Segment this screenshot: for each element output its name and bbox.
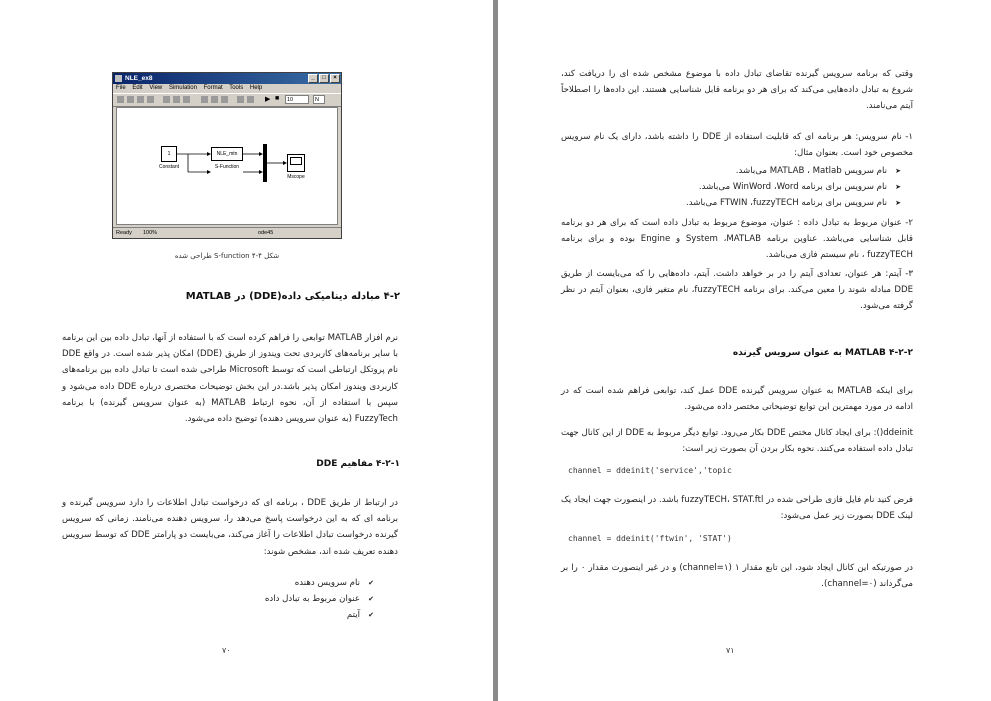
undo-icon[interactable] xyxy=(237,96,244,103)
status-zoom: 100% xyxy=(143,230,158,236)
print-icon[interactable] xyxy=(147,96,154,103)
constant-value: 1 xyxy=(167,151,171,157)
page-number-left: ۷۰ xyxy=(222,646,231,655)
status-ready: Ready xyxy=(116,230,132,236)
list-item: ✔ نام سرویس دهنده xyxy=(170,575,374,591)
paragraph-intro: وقتی که برنامه سرویس گیرنده تقاضای تبادل داده با موضوع مشخص شده ای را دریافت کند، شروع به تبادل داده‌هایی می‌کند که برای هر دو برنامه قابل شناسایی هستند. این داده‌ها را اصطلاحاً آیتم می‌نامند. xyxy=(561,69,913,112)
scope-block[interactable] xyxy=(287,154,305,172)
menu-simulation[interactable]: Simulation xyxy=(168,85,197,91)
sim-time-input[interactable]: 10 xyxy=(285,95,309,104)
mux-block[interactable] xyxy=(263,144,267,182)
item-topic: ۲- عنوان مربوط به تبادل داده : عنوان، موضوع مربوط به تبادل داده است که برای هر دو برنامه قابل شناسایی می‌باشد. عناوین برنامه System ،MATLAB و Engine بوده و برای برنامه fuzzyTECH ، نام سیستم فازی می‌باشد. xyxy=(561,218,913,261)
new-icon[interactable] xyxy=(117,96,124,103)
right-page xyxy=(498,0,991,701)
play-icon[interactable]: ▶ xyxy=(265,96,271,103)
copy-icon[interactable] xyxy=(173,96,180,103)
paste-icon[interactable] xyxy=(183,96,190,103)
save-icon[interactable] xyxy=(137,96,144,103)
figure-caption: شکل ۴-۴ S-function طراحی شده xyxy=(174,252,280,260)
sfunction-name: NLE_mtn xyxy=(216,151,238,157)
section-heading-dde: ۴-۲ مبادله دینامیکی داده(DDE) در MATLAB xyxy=(185,291,400,302)
minimize-icon[interactable]: _ xyxy=(308,74,318,83)
menu-file[interactable]: File xyxy=(116,85,126,91)
item-service-name: ۱- نام سرویس: هر برنامه ای که قابلیت استفاده از DDE را داشته باشد، دارای یک نام سرویس مخصوص خود است. بعنوان مثال: xyxy=(561,132,913,159)
item-item: ۳- آیتم: هر عنوان، تعدادی آیتم را در بر خواهد داشت. آیتم، داده‌هایی را که می‌بایست از طریق DDE مبادله شوند را معین می‌کند. برای برنامه fuzzyTECH، نام متغیر فازی، بعنوان آیتم در نظر گرفته می‌شود. xyxy=(561,269,913,312)
menu-help[interactable]: Help xyxy=(249,85,263,91)
page-number-right: ۷۱ xyxy=(726,646,735,655)
list-item: ➤ نام سرویس برای برنامه WinWord ،Word می‌باشد. xyxy=(608,179,901,195)
list-item: ✔ آیتم xyxy=(170,607,374,623)
paragraph-stat-example: فرض کنید نام فایل فازی طراحی شده در fuzzyTECH، STAT.ftl باشد. در اینصورت جهت ایجاد یک لینک DDE بصورت زیر عمل می‌شود: xyxy=(561,495,913,522)
section-heading-matlab-client: ۴-۲-۲ MATLAB به عنوان سرویس گیرنده xyxy=(732,348,913,358)
parameter-list xyxy=(170,575,374,624)
forward-icon[interactable] xyxy=(211,96,218,103)
list-item: ➤ نام سرویس برای برنامه FTWIN ،fuzzyTECH می‌باشد. xyxy=(608,195,901,211)
list-item: ✔ عنوان مربوط به تبادل داده xyxy=(170,591,374,607)
list-item: ➤ نام سرویس MATLAB ، Matlab می‌باشد. xyxy=(608,163,901,179)
paragraph-matlab-client: برای اینکه MATLAB به عنوان سرویس گیرنده DDE عمل کند، توابعی فراهم شده است که در ادامه در مورد مهمترین این توابع توضیحاتی مختصر داده می‌شود. xyxy=(561,386,913,413)
service-name-list xyxy=(608,163,901,212)
simulink-window[interactable] xyxy=(112,72,342,239)
paragraph-ddeinit: ddeinit(): برای ایجاد کانال مختص DDE بکار می‌رود. توابع دیگر مربوط به DDE از این کانال جهت تبادل داده استفاده می‌کنند. نحوه بکار بردن آن بصورت زیر است: xyxy=(561,428,914,455)
menu-format[interactable]: Format xyxy=(203,85,223,91)
scope-screen-icon xyxy=(290,157,302,165)
paragraph-return-value: در صورتیکه این کانال ایجاد شود، این تابع مقدار ۱ (channel=۱) و در غیر اینصورت مقدار ۰ را بر می‌گرداند (channel=۰). xyxy=(561,563,913,590)
model-canvas[interactable] xyxy=(116,107,338,225)
section-heading-dde-concepts: ۴-۲-۱ مفاهیم DDE xyxy=(316,459,400,469)
menu-tools[interactable]: Tools xyxy=(229,85,244,91)
code-ddeinit-example: channel = ddeinit('ftwin', 'STAT') xyxy=(568,534,732,543)
window-app-icon xyxy=(115,75,122,82)
paragraph-dde-concepts: در ارتباط از طریق DDE ، برنامه ای که درخواست تبادل اطلاعات را دارد سرویس گیرنده و برنامه ای که به این درخواست پاسخ می‌دهد را، سرویس دهنده می‌نامند. زمانی که سرویس گیرنده درخواست تبادل اطلاعات را آغاز می‌کند، می‌بایست دو پارامتر DDE که توسط سرویس دهنده تعریف شده اند، مشخص شوند: xyxy=(62,498,399,557)
sim-mode-select[interactable]: N xyxy=(313,95,325,104)
back-icon[interactable] xyxy=(201,96,208,103)
constant-label: Constant xyxy=(158,164,179,170)
scope-label: Mscope xyxy=(287,174,305,180)
paragraph-dde-intro: نرم افزار MATLAB توابعی را فراهم کرده است که با استفاده از آنها، تبادل داده بین این برنامه با سایر برنامه‌های کاربردی تحت ویندوز از طریق (DDE) امکان پذیر شده است. در واقع DDE نام پروتکل ارتباطی است که توسط Microsoft طراحی شده است تا تبادل داده بین برنامه‌های کاربردی ویندوز امکان پذیر باشد.در این بخش توضیحات مختصری درباره DDE داده می‌شود و سپس با استفاده از آن، نحوه ارتباط MATLAB (به عنوان سرویس گیرنده) با برنامه FuzzyTech (به عنوان سرویس دهنده) توضیح داده می‌شود. xyxy=(62,333,398,425)
code-ddeinit-syntax: channel = ddeinit('service','topic xyxy=(568,466,732,475)
redo-icon[interactable] xyxy=(247,96,254,103)
menu-bar xyxy=(113,84,341,93)
menu-edit[interactable]: Edit xyxy=(132,85,143,91)
up-icon[interactable] xyxy=(221,96,228,103)
maximize-icon[interactable]: □ xyxy=(319,74,329,83)
window-title: NLE_ex8 xyxy=(125,75,153,82)
status-bar xyxy=(113,227,341,238)
menu-view[interactable]: View xyxy=(149,85,163,91)
constant-block[interactable] xyxy=(161,146,177,162)
close-icon[interactable]: × xyxy=(330,74,340,83)
status-solver: ode45 xyxy=(258,230,274,236)
window-title-bar[interactable] xyxy=(113,73,341,84)
open-icon[interactable] xyxy=(127,96,134,103)
sfunction-block[interactable] xyxy=(211,147,243,161)
sfunction-label: S-Function xyxy=(214,164,240,170)
cut-icon[interactable] xyxy=(163,96,170,103)
toolbar xyxy=(113,93,341,107)
stop-icon[interactable]: ■ xyxy=(275,95,280,102)
left-page xyxy=(0,0,493,701)
